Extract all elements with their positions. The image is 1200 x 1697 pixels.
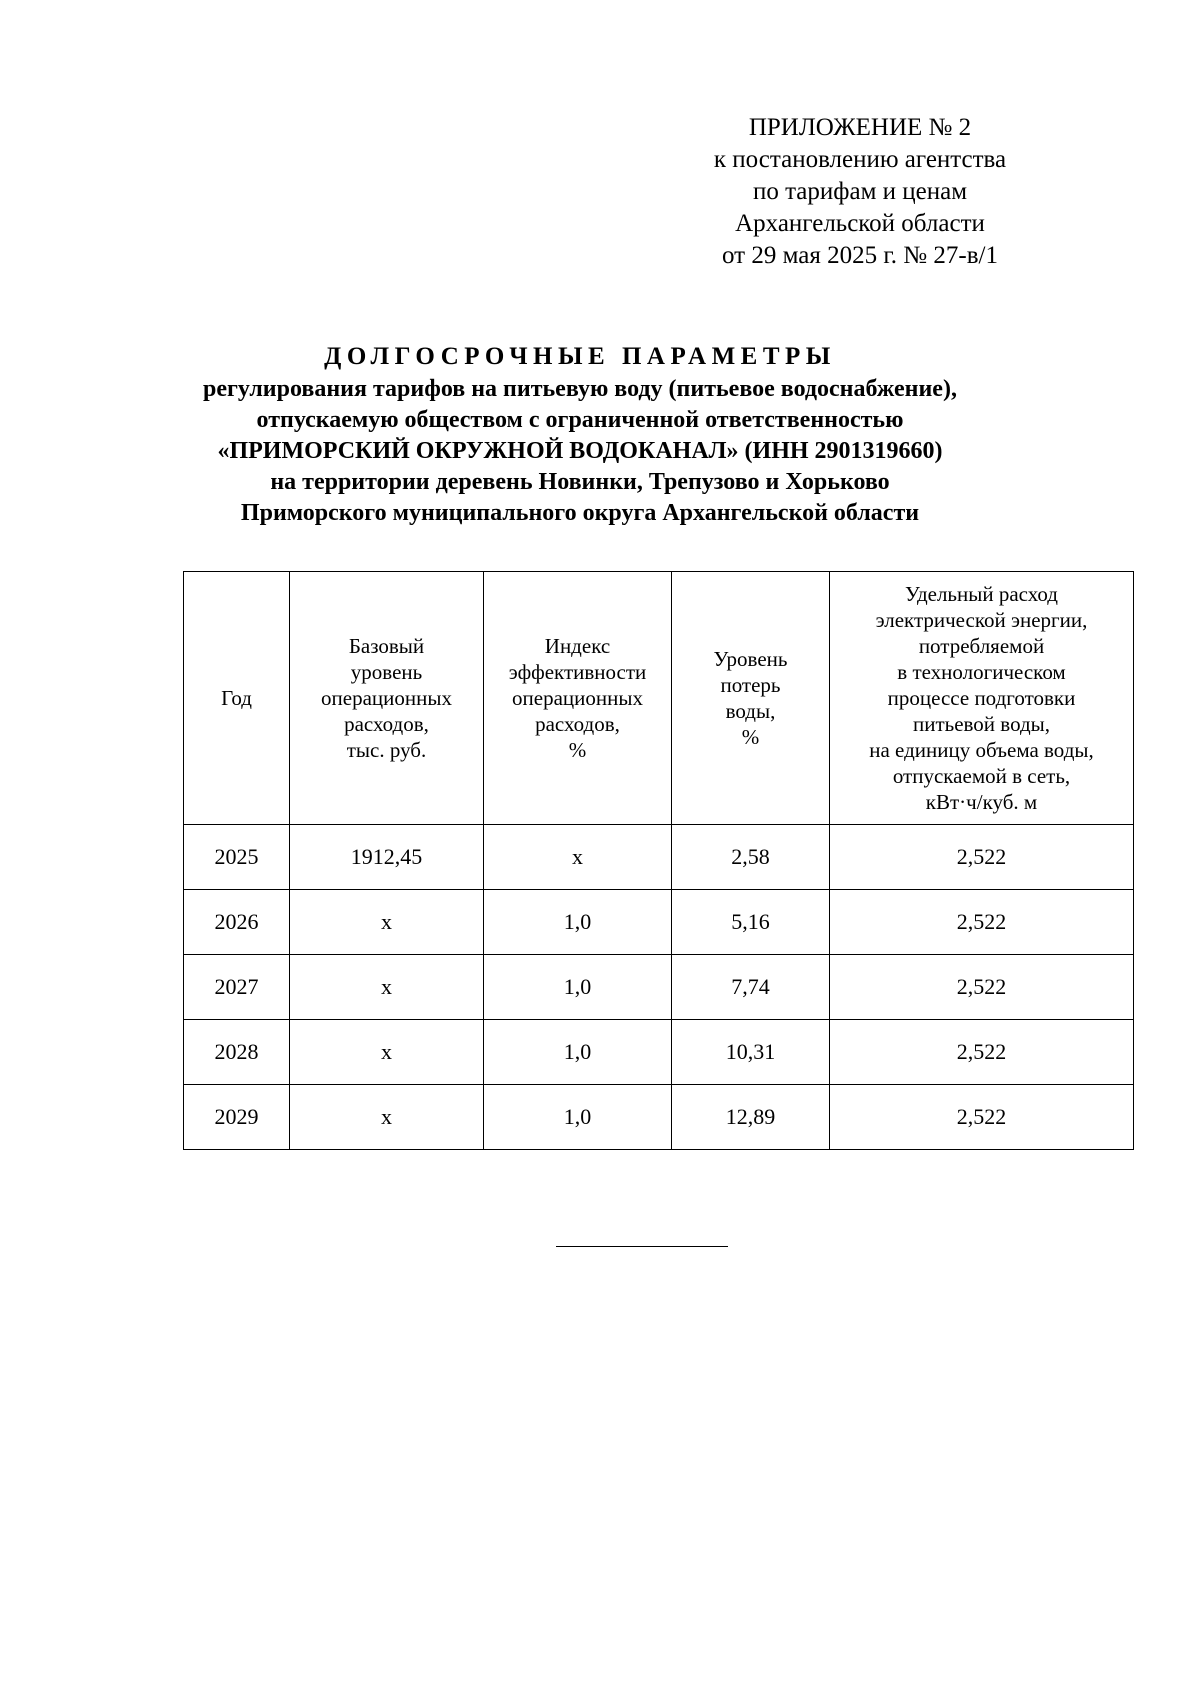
table-header-row	[184, 572, 1134, 825]
cell-efficiency-index: 1,0	[484, 890, 672, 955]
cell-year: 2028	[184, 1020, 290, 1085]
heading-line: Приморского муниципального округа Архангельской области	[240, 500, 920, 526]
table-row	[184, 955, 1134, 1020]
table-row	[184, 1085, 1134, 1150]
header-base-opex: Базовый уровень операционных расходов, тыс. руб.	[290, 572, 484, 825]
appendix-block	[680, 112, 1040, 272]
table-row	[184, 825, 1134, 890]
cell-year: 2026	[184, 890, 290, 955]
cell-energy-consumption: 2,522	[830, 955, 1134, 1020]
heading-line: «ПРИМОРСКИЙ ОКРУЖНОЙ ВОДОКАНАЛ» (ИНН 2901319660)	[217, 438, 943, 464]
cell-efficiency-index: 1,0	[484, 955, 672, 1020]
appendix-date-number: от 29 мая 2025 г. № 27-в/1	[722, 242, 998, 269]
cell-base-opex: x	[290, 1020, 484, 1085]
header-efficiency-index: Индекс эффективности операционных расходов, %	[484, 572, 672, 825]
cell-water-loss: 12,89	[672, 1085, 830, 1150]
appendix-reference: к постановлению агентства	[713, 146, 1007, 173]
cell-year: 2027	[184, 955, 290, 1020]
table-row	[184, 1020, 1134, 1085]
cell-energy-consumption: 2,522	[830, 890, 1134, 955]
cell-year: 2025	[184, 825, 290, 890]
header-year: Год	[184, 572, 290, 825]
cell-base-opex: x	[290, 1085, 484, 1150]
cell-year: 2029	[184, 1085, 290, 1150]
heading-line: регулирования тарифов на питьевую воду (питьевое водоснабжение),	[203, 376, 957, 402]
cell-base-opex: x	[290, 955, 484, 1020]
cell-water-loss: 7,74	[672, 955, 830, 1020]
cell-efficiency-index: x	[484, 825, 672, 890]
cell-water-loss: 10,31	[672, 1020, 830, 1085]
heading-line: отпускаемую обществом с ограниченной ответственностью	[256, 407, 904, 433]
cell-energy-consumption: 2,522	[830, 1020, 1134, 1085]
document-title: ДОЛГОСРОЧНЫЕ ПАРАМЕТРЫ	[324, 343, 836, 370]
document-heading	[150, 340, 1010, 529]
appendix-number: ПРИЛОЖЕНИЕ № 2	[748, 114, 972, 141]
cell-efficiency-index: 1,0	[484, 1020, 672, 1085]
header-energy-consumption: Удельный расход электрической энергии, потребляемой в технологическом процессе подготовки питьевой воды, на единицу объема воды, отпускаемой в сеть, кВт·ч/куб. м	[830, 572, 1134, 825]
cell-water-loss: 5,16	[672, 890, 830, 955]
cell-water-loss: 2,58	[672, 825, 830, 890]
cell-energy-consumption: 2,522	[830, 1085, 1134, 1150]
closing-divider	[556, 1246, 728, 1247]
cell-base-opex: 1912,45	[290, 825, 484, 890]
heading-line: на территории деревень Новинки, Трепузово и Хорьково	[270, 469, 890, 495]
cell-efficiency-index: 1,0	[484, 1085, 672, 1150]
cell-energy-consumption: 2,522	[830, 825, 1134, 890]
table-row	[184, 890, 1134, 955]
appendix-agency: по тарифам и ценам	[752, 178, 968, 205]
parameters-table	[183, 571, 1134, 1150]
cell-base-opex: x	[290, 890, 484, 955]
appendix-region: Архангельской области	[735, 210, 985, 237]
header-water-loss: Уровень потерь воды, %	[672, 572, 830, 825]
